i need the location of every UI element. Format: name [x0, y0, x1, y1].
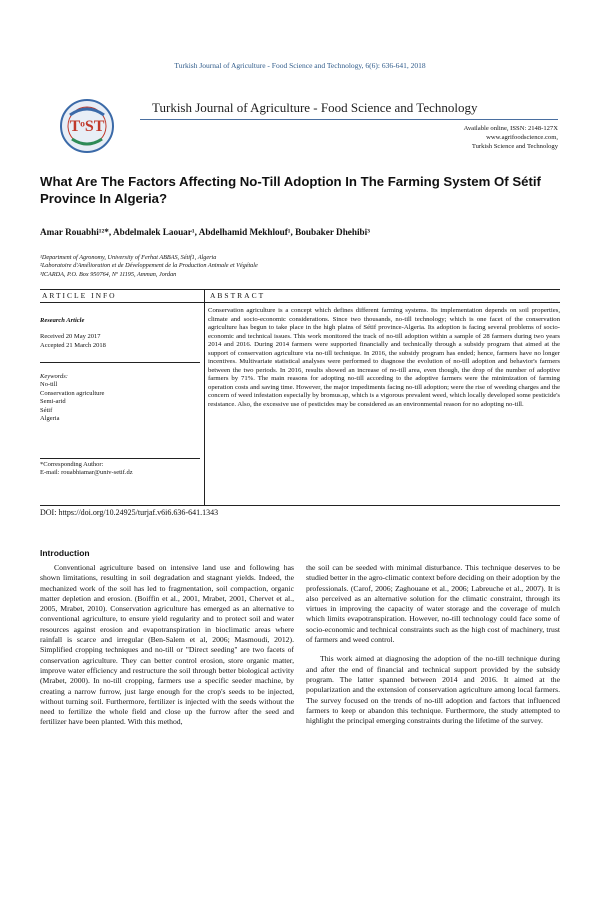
affiliations	[40, 254, 258, 279]
box-top-rule	[40, 289, 560, 290]
keyword: Semi-arid	[40, 398, 66, 406]
publisher: Turkish Science and Technology	[471, 143, 558, 150]
corresponding-email[interactable]: E-mail: rouabhiamar@univ-setif.dz	[40, 469, 133, 477]
paragraph: This work aimed at diagnosing the adoption of the no-till technique during and after the end of financial and technical support provided by the subsidy program. The latter spanned between 2014 and 2016. It aimed at the popularization and the extension of conservation agriculture among local farmers. The survey focused on the trends of no-till adoption and factors that influenced farmers to keep or abandon this technique. Furthermore, the study attempted to highlight the principal emerging constraints during the lifetime of the survey.	[306, 654, 560, 726]
abstract-heading: ABSTRACT	[210, 291, 266, 300]
journal-title: Turkish Journal of Agriculture - Food Science and Technology	[152, 100, 478, 115]
doi-link[interactable]: DOI: https://doi.org/10.24925/turjaf.v6i6.636-641.1343	[40, 508, 219, 517]
running-header: Turkish Journal of Agriculture - Food Science and Technology, 6(6): 636-641, 2018	[174, 61, 426, 70]
info-rule-2	[40, 458, 200, 459]
accepted-date: Accepted 21 March 2018	[40, 341, 106, 349]
header-divider	[140, 119, 558, 120]
logo-text: TᵒST	[69, 118, 105, 135]
paragraph: the soil can be seeded with minimal disturbance. This technique deserves to be studied better in the agro-climatic context before deciding on their adoption by the professionals. (Carof, 2006; Zaghouane et al., 2006; Labreuche et al., 2007). It is also perceived as an alternative solution for the climatic constraint, through its virtues in improving the capacity of water storage and the coverage of mulch which limits evapotranspiration. However, no-till technology could face some of socio-economic and technical constraints such as the high cost of machinery, trust of farmers and weed control.	[306, 563, 560, 645]
received-date: Received 20 May 2017	[40, 333, 101, 341]
keywords-label: Keywords:	[40, 373, 68, 380]
body-column-right	[306, 563, 560, 726]
journal-site[interactable]: www.agrifoodscience.com,	[486, 134, 558, 141]
box-bottom-rule	[40, 505, 560, 506]
keyword: Sétif	[40, 406, 53, 414]
issn: Available online, ISSN: 2148-127X	[463, 125, 558, 132]
body-column-left	[40, 563, 294, 728]
info-rule-1	[40, 362, 200, 363]
box-header-rule	[40, 302, 560, 303]
article-info-heading: ARTICLE INFO	[42, 291, 117, 300]
paragraph: Conventional agriculture based on intensive land use and following has shown limitations, resulting in soil degradation and stagnant yields. Indeed, the mechanized work of the soil has led to fragmentation, soil compaction, organic matter depletion and erosion. (Boiffin et al., 2001, Mrabet, 2001, Chervet et al., 2005, Mrabet, 2010). Conservation agriculture has emerged as an alternative to conventional agriculture, to ensure yield regularity and to protect soil and water resources against erosion and evapotranspiration in bioclimatic areas where rainfall is scarce and irregular (Ben-Salem et al, 2006; Masmoudi, 2012). Simplified cropping techniques and no-till or "Direct seeding" are two facets of conservation agriculture. They can better control erosion, store organic matter, improve water efficiency and restructure the soil through better biological activity (Mrabet, 2000). In no-till cropping, farmers use a specific seeder machine, by creating a narrow furrow, just large enough for the crop's seeds to be injected, without turning soil. Furthermore, fertilizer is injected with the seeds without the need to fertilize the whole field and close up the furrow after the seed and fertilizer have been planted. With this method,	[40, 563, 294, 727]
introduction-heading: Introduction	[40, 548, 90, 558]
abstract-text: Conservation agriculture is a concept which defines different farming systems. Its implementation depends on soil properties, climate and socio-economic considerations. Since two thousands, no-till technology; which is one facet of the conservation agriculture has begun to take place in the high plains of Sétif province-Algeria. Its adoption is facing several problems of socio-economic and technical issues. This work monitored the track of no-till adoption within a sample of 28 farmers during two years 2014 and 2016. During 2014 farmers were supported financially and technically through a subsidy program that aimed at the support of conservation agriculture via no-till technique. In 2016, the subsidy program has ended; hence, farmers have no longer incentives. Multivariate statistical analyses were performed to diagnose the evolution of no-till adoption and behavior's farmers between the two periods. In 2016, results showed an increase of no-till area, even though, the drop of the number of adoptive farmers by 71%. The main reasons for adopting no-till according to the adoptive farmers were the minimization of farming operation costs and saving time. However, the major impediments facing no-till adoption; were the rise of weeding charges and the concern of weed infestation especially by bromus.sp, which is a vigorous prevalent weed, which locally developed some pesticide's resistance. Also, the excessive use of pesticides may be considered as an environmental reason for no adopting no-till.	[208, 307, 560, 408]
keywords-block	[40, 373, 200, 423]
corresponding-label: *Corresponding Author:	[40, 461, 104, 468]
keyword: Algeria	[40, 415, 60, 423]
paper-title: What Are The Factors Affecting No-Till Adoption In The Farming System Of Sétif Province In Algeria?	[40, 174, 541, 206]
box-divider	[204, 289, 205, 505]
corresponding-block	[40, 461, 200, 478]
keyword: No-till	[40, 381, 58, 389]
affiliation-2: ²Laboratoire d'Amélioration et de Développement de la Production Animale et Végétale	[40, 262, 258, 270]
keyword: Conservation agriculture	[40, 389, 105, 397]
affiliation-3: ³ICARDA, P.O. Box 950764, Nº 11195, Amman, Jordan	[40, 270, 177, 278]
article-type: Research Article	[40, 317, 85, 324]
article-info	[40, 317, 200, 350]
journal-meta	[464, 124, 558, 151]
paper-authors: Amar Rouabhi¹²*, Abdelmalek Laouar¹, Abdelhamid Mekhlouf¹, Boubaker Dhehibi³	[40, 227, 370, 237]
journal-logo-icon	[40, 97, 134, 155]
affiliation-1: ¹Department of Agronomy, University of Ferhat ABBAS, Sétif1, Algeria	[40, 254, 217, 261]
